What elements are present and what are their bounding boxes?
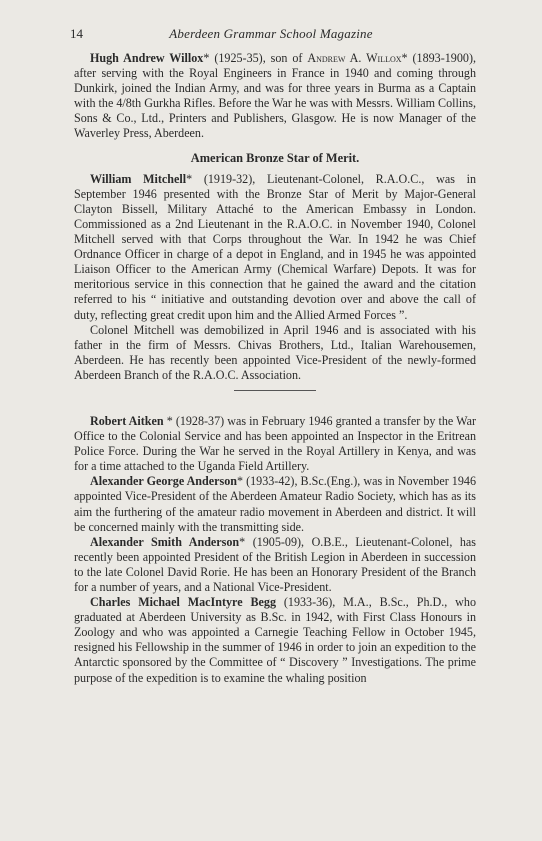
paragraph-willox (74, 51, 476, 142)
father-name: Andrew A. Willox (307, 51, 402, 65)
section-heading: American Bronze Star of Merit. (190, 150, 360, 165)
paragraph-aitken (74, 414, 476, 474)
page-header (70, 26, 472, 44)
paragraph-text: * (1933-42), B.Sc.(Eng.), was in November 1946 appointed Vice-President of the Aberdeen Amateur Radio Society, which has as its aim the furthering of the amateur radio movement in Aberdeen and district. It will be concerned mainly with the transmitting side. (74, 474, 476, 534)
paragraph-text: (1933-36), M.A., B.Sc., Ph.D., who graduated at Aberdeen University as B.Sc. in 1942, with First Class Honours in Zoology and who was appointed a Carnegie Teaching Fellow in October 1945, resigned his Fellowship in the summer of 1946 in order to join an expedition to the Antarctic sponsored by the Committee of “ Discovery ” Investigations. The prime purpose of the expedition is to examine the whaling position (74, 595, 477, 685)
person-name: Hugh Andrew Willox (90, 51, 204, 65)
paragraph-mitchell-continued: Colonel Mitchell was demobilized in April 1946 and is associated with his father in the firm of Messrs. Chivas Brothers, Ltd., Italian Warehousemen, Aberdeen. He has recently been appointed Vice-President of the newly-formed Aberdeen Branch of the R.A.O.C. Association. (74, 322, 476, 382)
person-name: Alexander Smith Anderson (90, 534, 240, 549)
paragraph-text: * (1925-35), son of (203, 51, 308, 65)
person-name: Alexander George Anderson (90, 474, 237, 489)
paragraph-begg (74, 595, 476, 686)
paragraph-mitchell (74, 172, 476, 323)
running-title: Aberdeen Grammar School Magazine (169, 26, 373, 41)
paragraph-text: * (1893-1900), after serving with the Royal Engineers in France in 1940 and coming through Dunkirk, joined the Indian Army, and was for three years in Burma as a Captain with the 4/8th Gurkha Rifles. Before the War he was with Messrs. William Collins, Sons & Co., Ltd., Printers and Publishers, Glasgow. He is now Manager of the Waverley Press, Aberdeen. (74, 51, 476, 141)
article-body (74, 51, 476, 686)
paragraph-text: * (1928-37) was in February 1946 granted a transfer by the War Office to the Colonial Service and has been appointed an Inspector in the Eritrean Police Force. During the War he served in the Royal Artillery in Kenya, and was for a time attached to the Uganda Field Artillery. (74, 413, 476, 474)
person-name: Charles Michael MacIntyre Begg (90, 595, 276, 610)
paragraph-text: * (1905-09), O.B.E., Lieutenant-Colonel, has recently been appointed President of the British Legion in Aberdeen in succession to the late Colonel David Rorie. He has been an Honorary President of the Branch for a number of years, and a National Vice-President. (74, 534, 476, 594)
paragraph-anderson-ag (74, 474, 476, 534)
person-name: William Mitchell (90, 171, 187, 186)
section-divider (234, 390, 316, 391)
person-name: Robert Aitken (90, 413, 164, 428)
paragraph-anderson-as (74, 535, 476, 595)
page-number: 14 (70, 26, 83, 41)
paragraph-text: * (1919-32), Lieutenant-Colonel, R.A.O.C., was in September 1946 presented with the Bronze Star of Merit by Major-General Clayton Bissell, Military Attaché to the American Embassy in London. Commissioned as a 2nd Lieutenant in the R.A.O.C. in November 1940, Colonel Mitchell served with that Corps throughout the War. In 1942 he was Chief Ordnance Officer in charge of a depot in England, and in 1945 he was appointed Liaison Officer to the American Army (Chemical Warfare) Depots. It was for meritorious service in this connection that he gained the award and the citation referred to his “ initiative and outstanding devotion over and above the call of duty, reflecting great credit upon him and the Allied Armed Forces ”. (74, 171, 476, 322)
